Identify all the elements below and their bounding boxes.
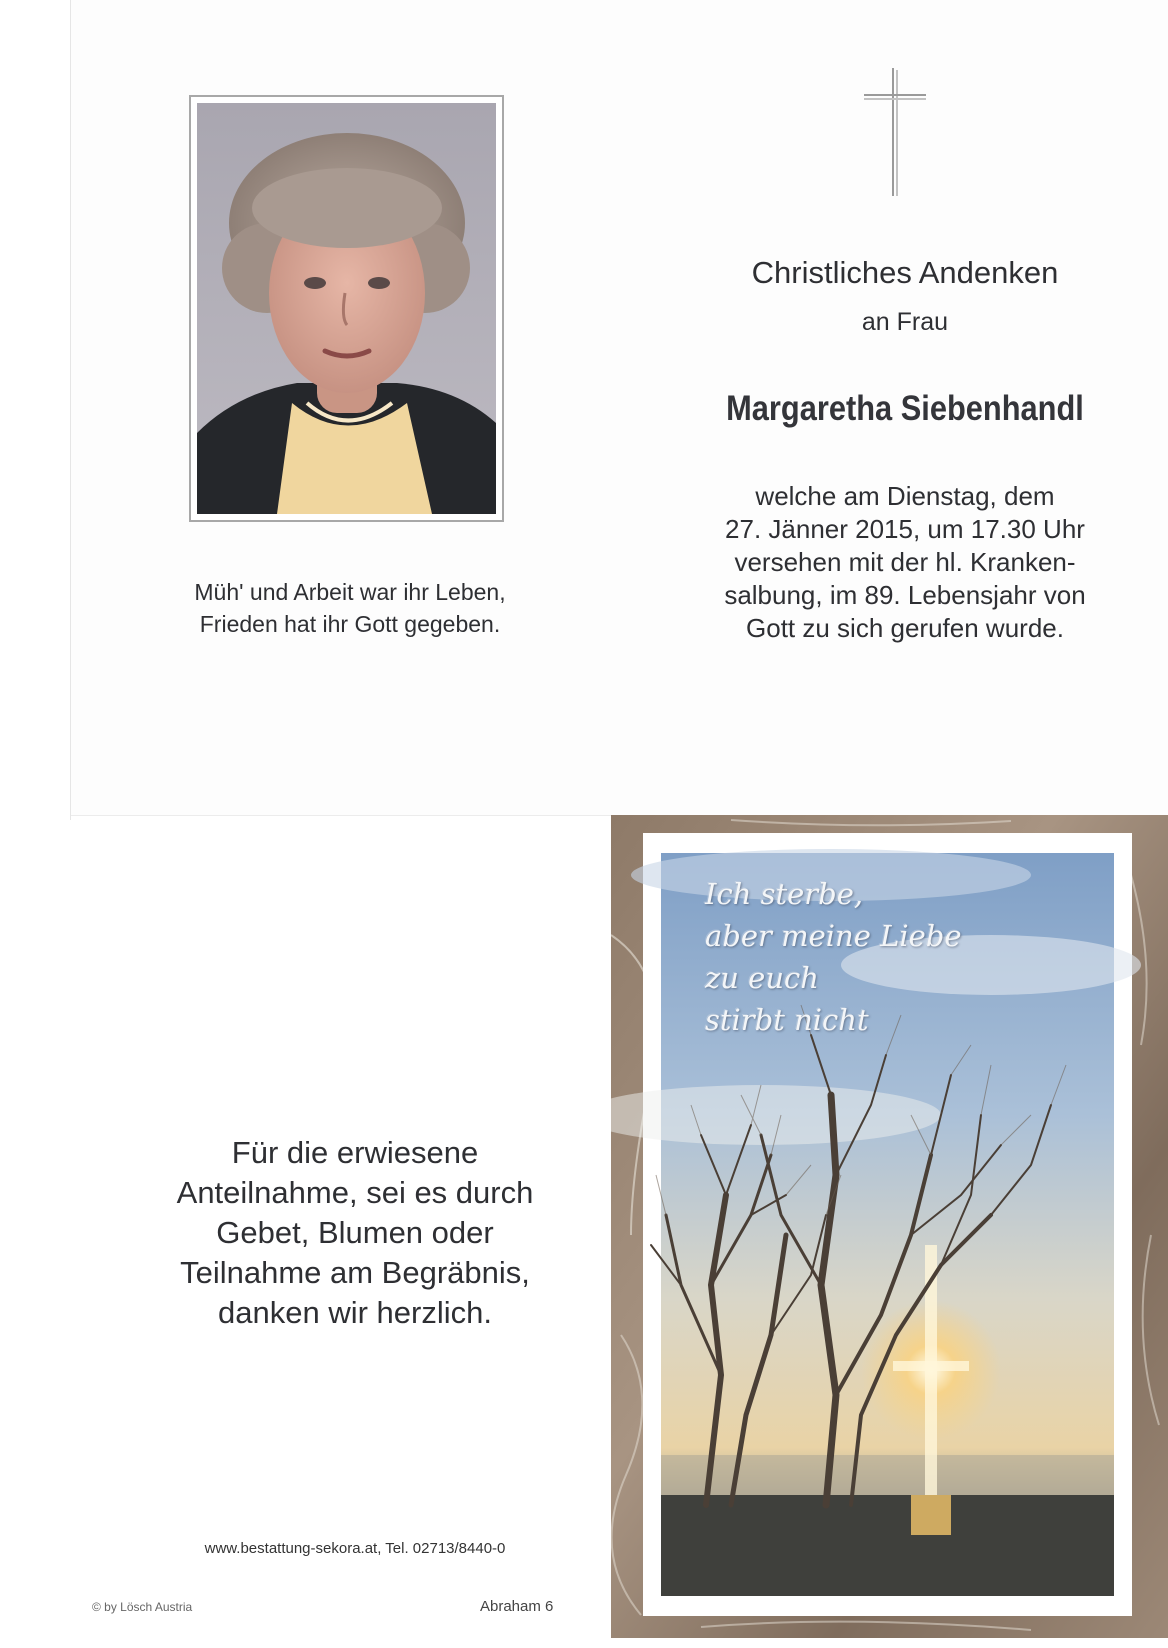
portrait-photo bbox=[197, 103, 496, 514]
poem-line: zu euch bbox=[705, 961, 819, 995]
copyright-note: © by Lösch Austria bbox=[92, 1600, 193, 1614]
deceased-name: Margaretha Siebenhandl bbox=[726, 389, 1084, 428]
announcement-text bbox=[690, 480, 1120, 645]
poem-text bbox=[705, 873, 1025, 1041]
poem-line: aber meine Liebe bbox=[705, 919, 962, 953]
announcement-line: 27. Jänner 2015, um 17.30 Uhr bbox=[725, 514, 1085, 544]
portrait-photo-frame bbox=[189, 95, 504, 522]
card-model-number: Abraham 6 bbox=[480, 1598, 554, 1615]
latin-cross-icon bbox=[862, 68, 928, 198]
caption-line: Müh' und Arbeit war ihr Leben, bbox=[194, 579, 506, 605]
heading: Christliches Andenken bbox=[751, 255, 1059, 290]
thanks-line: Gebet, Blumen oder bbox=[216, 1215, 494, 1250]
announcement-line: Gott zu sich gerufen wurde. bbox=[746, 613, 1064, 643]
thanks-text bbox=[130, 1133, 580, 1333]
announcement-line: versehen mit der hl. Kranken- bbox=[734, 547, 1076, 577]
thanks-line: danken wir herzlich. bbox=[218, 1295, 492, 1330]
announcement-line: welche am Dienstag, dem bbox=[755, 481, 1055, 511]
caption-line: Frieden hat ihr Gott gegeben. bbox=[199, 611, 501, 637]
announcement-line: salbung, im 89. Lebensjahr von bbox=[724, 580, 1086, 610]
poem-line: stirbt nicht bbox=[705, 1003, 869, 1037]
poem-line: Ich sterbe, bbox=[705, 877, 864, 911]
thanks-line: Für die erwiesene bbox=[231, 1135, 479, 1170]
subheading: an Frau bbox=[861, 308, 949, 336]
thanks-line: Teilnahme am Begräbnis, bbox=[180, 1255, 530, 1290]
undertaker-contact: www.bestattung-sekora.at, Tel. 02713/8440-0 bbox=[204, 1540, 506, 1557]
epitaph-caption bbox=[150, 576, 550, 640]
thanks-line: Anteilnahme, sei es durch bbox=[176, 1175, 534, 1210]
